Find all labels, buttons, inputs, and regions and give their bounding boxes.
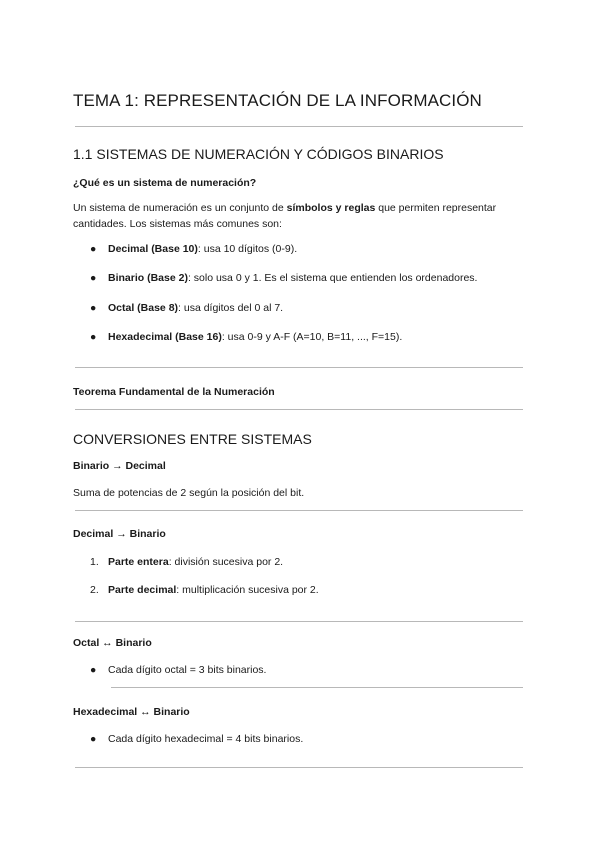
bullet-icon: ● xyxy=(90,331,97,343)
section-heading: 1.1 SISTEMAS DE NUMERACIÓN Y CÓDIGOS BINARIOS xyxy=(73,146,444,162)
divider xyxy=(75,510,523,511)
subheading-dec-bin: Decimal → Binario xyxy=(73,528,166,540)
divider xyxy=(75,767,523,768)
intro-paragraph xyxy=(73,200,533,232)
list-number: 2. xyxy=(90,584,99,596)
divider xyxy=(75,126,523,127)
divider xyxy=(75,367,523,368)
bullet-icon: ● xyxy=(90,243,97,255)
paragraph: Suma de potencias de 2 según la posición del bit. xyxy=(73,487,305,499)
divider xyxy=(75,621,523,622)
intro-line-1: Un sistema de numeración es un conjunto de símbolos y reglas que permiten representar xyxy=(73,202,497,214)
theorem-heading: Teorema Fundamental de la Numeración xyxy=(73,386,275,398)
list-number: 1. xyxy=(90,556,99,568)
bullet-icon: ● xyxy=(90,733,97,745)
bullet-icon: ● xyxy=(90,272,97,284)
page-title: TEMA 1: REPRESENTACIÓN DE LA INFORMACIÓN xyxy=(73,91,482,110)
subheading-hex-bin: Hexadecimal ↔ Binario xyxy=(73,706,190,718)
divider xyxy=(75,409,523,410)
subheading-bin-dec: Binario → Decimal xyxy=(73,460,166,472)
intro-line-2: cantidades. Los sistemas más comunes son: xyxy=(73,218,282,230)
subheading-question: ¿Qué es un sistema de numeración? xyxy=(73,177,257,189)
section-heading: CONVERSIONES ENTRE SISTEMAS xyxy=(73,431,312,447)
bullet-icon: ● xyxy=(90,664,97,676)
bullet-icon: ● xyxy=(90,302,97,314)
divider xyxy=(111,687,523,688)
subheading-oct-bin: Octal ↔ Binario xyxy=(73,637,152,649)
